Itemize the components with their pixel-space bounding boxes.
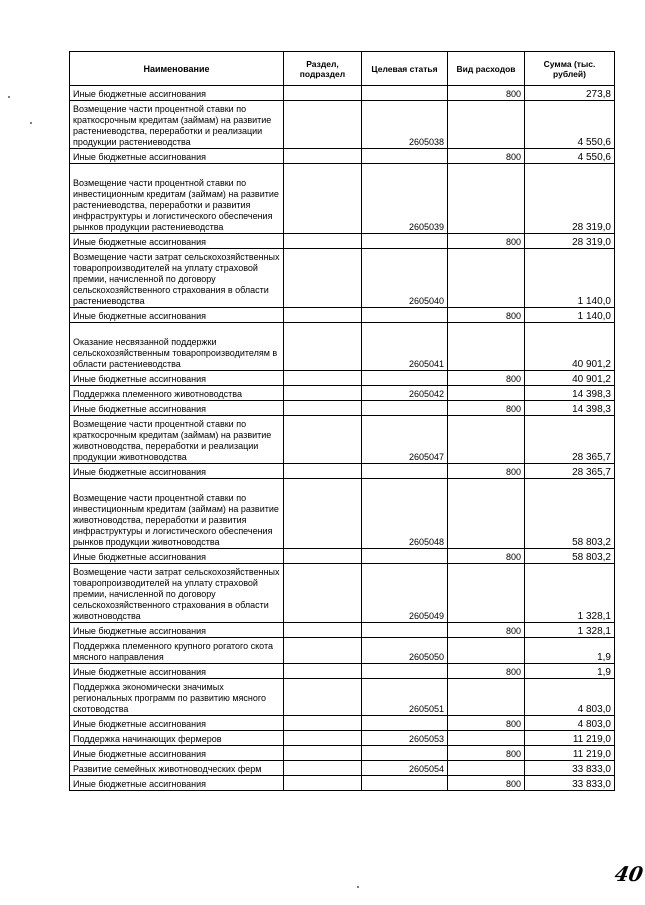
row-kind-cell [448, 164, 525, 234]
row-kind-cell: 800 [448, 716, 525, 731]
table-row [70, 761, 615, 776]
row-section-cell [284, 776, 362, 791]
header-section: Раздел, подраздел [284, 52, 362, 86]
row-kind-cell [448, 761, 525, 776]
row-section-cell [284, 323, 362, 371]
row-kind-cell [448, 638, 525, 664]
row-section-cell [284, 164, 362, 234]
row-name-cell: Иные бюджетные ассигнования [70, 776, 284, 791]
row-amount-cell: 58 803,2 [525, 549, 615, 564]
table-row [70, 464, 615, 479]
row-target-cell: 2605047 [362, 416, 448, 464]
row-target-cell [362, 746, 448, 761]
row-name-cell: Иные бюджетные ассигнования [70, 464, 284, 479]
row-kind-cell [448, 479, 525, 549]
table-row [70, 164, 615, 234]
row-kind-cell: 800 [448, 549, 525, 564]
row-target-cell [362, 664, 448, 679]
row-section-cell [284, 464, 362, 479]
table-row [70, 249, 615, 308]
row-amount-cell: 58 803,2 [525, 479, 615, 549]
row-name-cell: Возмещение части затрат сельскохозяйственных товаропроизводителей на уплату страховой премии, начисленной по договору сельскохозяйственного страхования в области растениеводства [70, 249, 284, 308]
table-row [70, 323, 615, 371]
table-row [70, 679, 615, 716]
row-amount-cell: 28 319,0 [525, 164, 615, 234]
row-target-cell [362, 86, 448, 101]
row-section-cell [284, 149, 362, 164]
row-amount-cell: 1 140,0 [525, 308, 615, 323]
row-kind-cell: 800 [448, 401, 525, 416]
row-target-cell: 2605040 [362, 249, 448, 308]
row-section-cell [284, 716, 362, 731]
scan-speck [8, 96, 10, 98]
row-name-cell: Возмещение части затрат сельскохозяйственных товаропроизводителей на уплату страховой премии, начисленной по договору сельскохозяйственного страхования в области животноводства [70, 564, 284, 623]
row-section-cell [284, 386, 362, 401]
page-number: 40 [612, 862, 645, 886]
row-name-cell: Иные бюджетные ассигнования [70, 308, 284, 323]
row-amount-cell: 4 803,0 [525, 716, 615, 731]
row-name-cell: Поддержка начинающих фермеров [70, 731, 284, 746]
table-row [70, 776, 615, 791]
table-row [70, 664, 615, 679]
table-row [70, 623, 615, 638]
scan-speck [30, 122, 32, 124]
row-name-cell: Иные бюджетные ассигнования [70, 664, 284, 679]
table-row [70, 101, 615, 149]
row-section-cell [284, 564, 362, 623]
row-name-cell: Поддержка экономически значимых региональных программ по развитию мясного скотоводства [70, 679, 284, 716]
table-row [70, 371, 615, 386]
row-amount-cell: 273,8 [525, 86, 615, 101]
table-row [70, 149, 615, 164]
row-kind-cell [448, 679, 525, 716]
table-row [70, 234, 615, 249]
row-kind-cell [448, 386, 525, 401]
row-amount-cell: 28 319,0 [525, 234, 615, 249]
row-section-cell [284, 371, 362, 386]
row-amount-cell: 1 328,1 [525, 623, 615, 638]
row-kind-cell: 800 [448, 776, 525, 791]
table-row [70, 386, 615, 401]
row-amount-cell: 14 398,3 [525, 401, 615, 416]
scan-speck [357, 886, 359, 888]
row-section-cell [284, 101, 362, 149]
header-name: Наименование [70, 52, 284, 86]
row-target-cell [362, 401, 448, 416]
row-amount-cell: 11 219,0 [525, 746, 615, 761]
row-amount-cell: 33 833,0 [525, 761, 615, 776]
row-amount-cell: 4 550,6 [525, 101, 615, 149]
row-amount-cell: 1,9 [525, 638, 615, 664]
row-section-cell [284, 549, 362, 564]
row-name-cell: Иные бюджетные ассигнования [70, 549, 284, 564]
table-row [70, 401, 615, 416]
row-target-cell [362, 308, 448, 323]
row-name-cell: Оказание несвязанной поддержки сельскохозяйственным товаропроизводителям в области растениеводства [70, 323, 284, 371]
row-target-cell: 2605053 [362, 731, 448, 746]
row-name-cell: Иные бюджетные ассигнования [70, 623, 284, 638]
row-kind-cell: 800 [448, 149, 525, 164]
row-target-cell [362, 464, 448, 479]
row-amount-cell: 14 398,3 [525, 386, 615, 401]
row-kind-cell [448, 564, 525, 623]
table-row [70, 86, 615, 101]
row-section-cell [284, 234, 362, 249]
table-row [70, 638, 615, 664]
row-amount-cell: 4 550,6 [525, 149, 615, 164]
row-section-cell [284, 308, 362, 323]
row-name-cell: Иные бюджетные ассигнования [70, 716, 284, 731]
header-target: Целевая статья [362, 52, 448, 86]
row-name-cell: Иные бюджетные ассигнования [70, 371, 284, 386]
row-target-cell [362, 234, 448, 249]
table-row [70, 308, 615, 323]
row-name-cell: Иные бюджетные ассигнования [70, 234, 284, 249]
row-kind-cell [448, 323, 525, 371]
row-section-cell [284, 664, 362, 679]
row-amount-cell: 40 901,2 [525, 371, 615, 386]
table-row [70, 564, 615, 623]
row-target-cell: 2605041 [362, 323, 448, 371]
row-amount-cell: 1 328,1 [525, 564, 615, 623]
row-target-cell [362, 149, 448, 164]
row-target-cell [362, 716, 448, 731]
row-kind-cell: 800 [448, 234, 525, 249]
row-name-cell: Возмещение части процентной ставки по краткосрочным кредитам (займам) на развитие животноводства, переработки и реализации продукции животноводства [70, 416, 284, 464]
row-kind-cell: 800 [448, 308, 525, 323]
row-amount-cell: 28 365,7 [525, 464, 615, 479]
row-kind-cell: 800 [448, 664, 525, 679]
row-section-cell [284, 249, 362, 308]
table-body [70, 86, 615, 791]
row-amount-cell: 11 219,0 [525, 731, 615, 746]
row-target-cell: 2605042 [362, 386, 448, 401]
row-target-cell: 2605051 [362, 679, 448, 716]
row-name-cell: Возмещение части процентной ставки по инвестиционным кредитам (займам) на развитие растениеводства, переработки и развития инфраструктуры и логистического обеспечения рынков продукции растениеводства [70, 164, 284, 234]
row-kind-cell: 800 [448, 464, 525, 479]
row-target-cell: 2605039 [362, 164, 448, 234]
row-amount-cell: 1,9 [525, 664, 615, 679]
row-section-cell [284, 416, 362, 464]
row-target-cell [362, 549, 448, 564]
row-name-cell: Поддержка племенного животноводства [70, 386, 284, 401]
row-name-cell: Развитие семейных животноводческих ферм [70, 761, 284, 776]
table-row [70, 416, 615, 464]
row-name-cell: Поддержка племенного крупного рогатого скота мясного направления [70, 638, 284, 664]
row-name-cell: Возмещение части процентной ставки по краткосрочным кредитам (займам) на развитие растениеводства, переработки и реализации продукции растениеводства [70, 101, 284, 149]
table-header-row [70, 52, 615, 86]
table-row [70, 716, 615, 731]
row-section-cell [284, 679, 362, 716]
row-name-cell: Иные бюджетные ассигнования [70, 746, 284, 761]
table-row [70, 549, 615, 564]
row-amount-cell: 40 901,2 [525, 323, 615, 371]
header-kind: Вид расходов [448, 52, 525, 86]
row-target-cell: 2605038 [362, 101, 448, 149]
row-name-cell: Возмещение части процентной ставки по инвестиционным кредитам (займам) на развитие животноводства, переработки и развития инфраструктуры и логистического обеспечения рынков продукции животноводства [70, 479, 284, 549]
row-amount-cell: 4 803,0 [525, 679, 615, 716]
header-amount: Сумма (тыс. рублей) [525, 52, 615, 86]
row-section-cell [284, 731, 362, 746]
row-amount-cell: 33 833,0 [525, 776, 615, 791]
row-kind-cell: 800 [448, 371, 525, 386]
row-target-cell [362, 776, 448, 791]
row-kind-cell [448, 249, 525, 308]
row-section-cell [284, 638, 362, 664]
row-name-cell: Иные бюджетные ассигнования [70, 149, 284, 164]
row-target-cell: 2605048 [362, 479, 448, 549]
row-target-cell: 2605054 [362, 761, 448, 776]
row-kind-cell [448, 731, 525, 746]
table-row [70, 746, 615, 761]
row-target-cell: 2605049 [362, 564, 448, 623]
budget-table [69, 51, 615, 791]
row-name-cell: Иные бюджетные ассигнования [70, 86, 284, 101]
row-kind-cell: 800 [448, 623, 525, 638]
row-section-cell [284, 623, 362, 638]
row-section-cell [284, 86, 362, 101]
row-amount-cell: 1 140,0 [525, 249, 615, 308]
table-row [70, 479, 615, 549]
table-row [70, 731, 615, 746]
row-kind-cell: 800 [448, 86, 525, 101]
row-amount-cell: 28 365,7 [525, 416, 615, 464]
row-section-cell [284, 746, 362, 761]
row-target-cell: 2605050 [362, 638, 448, 664]
row-section-cell [284, 761, 362, 776]
row-target-cell [362, 623, 448, 638]
row-section-cell [284, 401, 362, 416]
row-section-cell [284, 479, 362, 549]
row-kind-cell: 800 [448, 746, 525, 761]
row-target-cell [362, 371, 448, 386]
row-name-cell: Иные бюджетные ассигнования [70, 401, 284, 416]
row-kind-cell [448, 416, 525, 464]
row-kind-cell [448, 101, 525, 149]
